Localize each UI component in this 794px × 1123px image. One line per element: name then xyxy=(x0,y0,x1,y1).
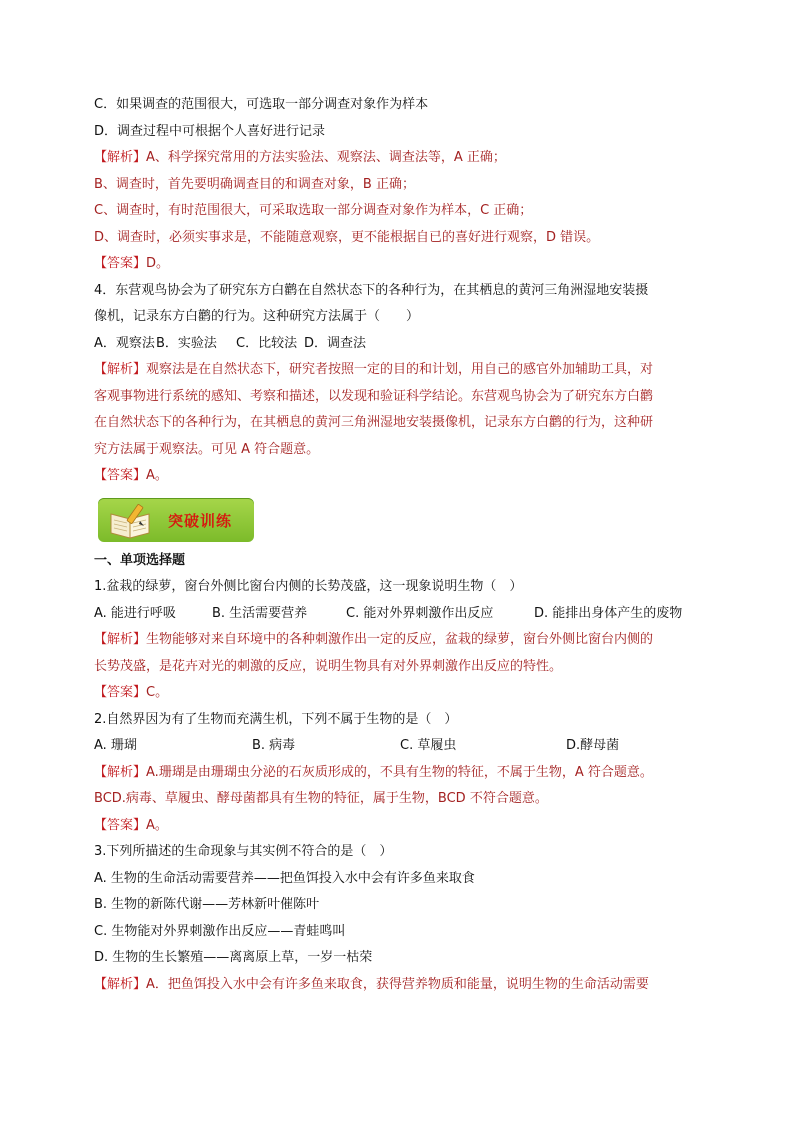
q1-options xyxy=(94,601,704,628)
section-banner xyxy=(98,498,254,542)
q1-option-b: B. 生活需要营养 xyxy=(212,605,308,621)
analysis-tag: 【解析】 xyxy=(94,150,147,165)
analysis-tag: 【解析】 xyxy=(94,632,147,647)
q4-analysis-line2: 客观事物进行系统的感知、考察和描述，以发现和验证科学结论。东营观鸟协会为了研究东方白鹳 xyxy=(94,388,654,404)
prev-analysis-line-b: B、调查时，首先要明确调查目的和调查对象，B 正确； xyxy=(94,176,415,192)
book-pencil-icon xyxy=(108,502,154,540)
q4-answer xyxy=(94,463,704,490)
q1-option-a: A. 能进行呼吸 xyxy=(94,605,176,621)
q1-stem: 1.盆栽的绿萝，窗台外侧比窗台内侧的长势茂盛，这一现象说明生物（ ） xyxy=(94,579,523,594)
q1-option-d: D. 能排出身体产生的废物 xyxy=(534,605,683,621)
section-title: 一、单项选择题 xyxy=(94,552,186,568)
q2-options xyxy=(94,733,704,760)
q4-analysis-line4: 究方法属于观察法。可见 A 符合题意。 xyxy=(94,441,320,457)
analysis-text: 生物能够对来自环境中的各种刺激作出一定的反应，盆栽的绿萝，窗台外侧比窗台内侧的 xyxy=(146,632,654,647)
q2-option-b: B. 病毒 xyxy=(252,738,296,753)
q3-option-c: C. 生物能对外界刺激作出反应——青蛙鸣叫 xyxy=(94,923,346,939)
q1-answer xyxy=(94,680,704,707)
prev-option-c: C．如果调查的范围很大，可选取一部分调查对象作为样本 xyxy=(94,97,429,112)
answer-tag: 【答案】 xyxy=(94,817,147,833)
prev-analysis-line-c: C、调查时，有时范围很大，可采取选取一部分调查对象作为样本，C 正确； xyxy=(94,203,533,218)
document-page xyxy=(94,92,704,998)
answer-text: A。 xyxy=(146,817,168,833)
q1-option-c: C. 能对外界刺激作出反应 xyxy=(346,605,494,621)
q1-analysis-line1 xyxy=(94,627,704,654)
q4-stem-line1: 4．东营观鸟协会为了研究东方白鹳在自然状态下的各种行为，在其栖息的黄河三角洲湿地安装摄 xyxy=(94,282,649,298)
q4-option-d: D．调查法 xyxy=(304,335,367,351)
q3-analysis-line1 xyxy=(94,972,704,999)
prev-analysis xyxy=(94,145,704,172)
answer-tag: 【答案】 xyxy=(94,685,147,700)
analysis-text: A、科学探究常用的方法实验法、观察法、调查法等，A 正确； xyxy=(146,150,506,165)
analysis-tag: 【解析】 xyxy=(94,362,147,377)
answer-text: D。 xyxy=(146,256,170,271)
answer-text: C。 xyxy=(146,685,169,700)
q2-option-c: C. 草履虫 xyxy=(400,738,457,753)
q2-stem: 2.自然界因为有了生物而充满生机，下列不属于生物的是（ ） xyxy=(94,711,458,727)
q2-option-a: A. 珊瑚 xyxy=(94,738,137,753)
q2-analysis-line1 xyxy=(94,760,704,787)
analysis-text: A.珊瑚是由珊瑚虫分泌的石灰质形成的，不具有生物的特征，不属于生物，A 符合题意。 xyxy=(146,764,653,780)
q2-answer xyxy=(94,813,704,840)
q3-option-d: D. 生物的生长繁殖——离离原上草，一岁一枯荣 xyxy=(94,950,373,965)
prev-option-d: D．调查过程中可根据个人喜好进行记录 xyxy=(94,123,326,139)
q3-option-b: B. 生物的新陈代谢——芳林新叶催陈叶 xyxy=(94,897,320,912)
q4-analysis-line1 xyxy=(94,357,704,384)
q4-stem-line2: 像机，记录东方白鹳的行为。这种研究方法属于（ ） xyxy=(94,309,420,324)
prev-answer xyxy=(94,251,704,278)
answer-text: A。 xyxy=(146,468,168,483)
q1-analysis-line2: 长势茂盛，是花卉对光的刺激的反应，说明生物具有对外界刺激作出反应的特性。 xyxy=(94,658,563,674)
analysis-text: 观察法是在自然状态下，研究者按照一定的目的和计划，用自己的感官外加辅助工具，对 xyxy=(146,362,654,377)
analysis-tag: 【解析】 xyxy=(94,976,147,992)
analysis-text: A．把鱼饵投入水中会有许多鱼来取食，获得营养物质和能量，说明生物的生命活动需要 xyxy=(146,976,649,992)
q3-stem: 3.下列所描述的生命现象与其实例不符合的是（ ） xyxy=(94,844,393,859)
q4-option-a: A．观察法 xyxy=(94,335,155,351)
answer-tag: 【答案】 xyxy=(94,256,147,271)
q4-analysis-line3: 在自然状态下的各种行为，在其栖息的黄河三角洲湿地安装摄像机，记录东方白鹳的行为，这种研 xyxy=(94,415,654,430)
analysis-tag: 【解析】 xyxy=(94,764,147,780)
q3-option-a: A. 生物的生命活动需要营养——把鱼饵投入水中会有许多鱼来取食 xyxy=(94,870,475,886)
answer-tag: 【答案】 xyxy=(94,468,147,483)
q2-option-d: D.酵母菌 xyxy=(566,738,620,753)
q4-options xyxy=(94,331,704,358)
prev-analysis-line-d: D、调查时，必须实事求是，不能随意观察，更不能根据自已的喜好进行观察，D 错误。 xyxy=(94,229,600,245)
q4-option-b: B．实验法 xyxy=(156,335,217,351)
q2-analysis-line2: BCD.病毒、草履虫、酵母菌都具有生物的特征，属于生物，BCD 不符合题意。 xyxy=(94,791,548,806)
banner-title: 突破训练 xyxy=(168,511,233,530)
q4-option-c: C．比较法 xyxy=(236,335,298,351)
